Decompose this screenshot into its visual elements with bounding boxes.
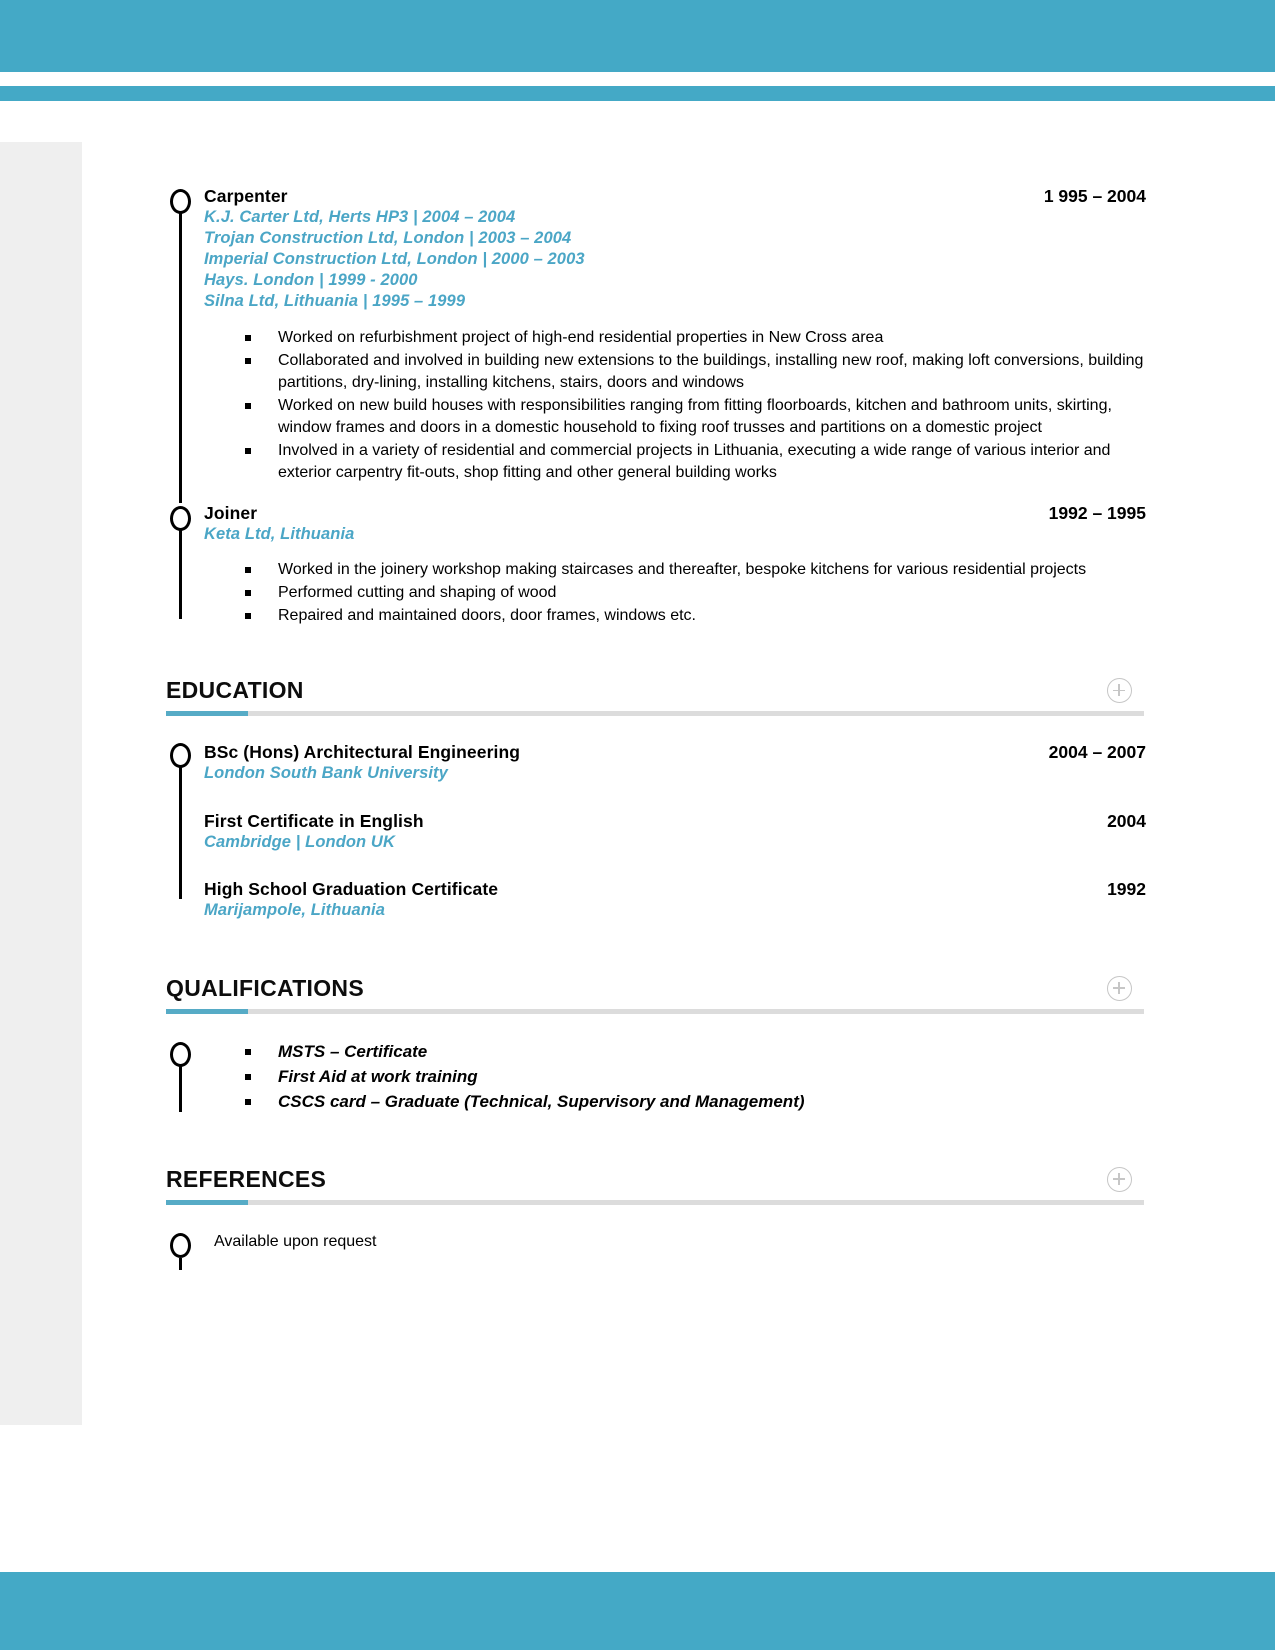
institution-name: Cambridge | London UK	[204, 832, 395, 851]
timeline-marker	[170, 743, 191, 768]
education-entry	[204, 879, 1146, 921]
section-title: REFERENCES	[166, 1166, 327, 1193]
timeline-line	[179, 523, 182, 619]
job-title: Joiner	[204, 503, 258, 524]
job-title: Carpenter	[204, 186, 288, 206]
experience-entry-joiner	[166, 503, 1146, 627]
timeline-line	[179, 1060, 182, 1112]
timeline-line	[179, 760, 182, 898]
employer-list	[204, 207, 1146, 313]
header-accent-bar-thin	[0, 86, 1275, 101]
employer-list	[204, 524, 1146, 545]
degree-date: 2004 – 2007	[1048, 742, 1146, 763]
qualification-items	[204, 1040, 1146, 1114]
timeline-line	[179, 1258, 182, 1270]
list-item: Repaired and maintained doors, door frames, windows etc.	[276, 605, 1146, 627]
job-responsibility-list	[204, 559, 1146, 627]
job-date: 1992 – 1995	[1048, 503, 1146, 524]
timeline-marker	[170, 189, 191, 214]
section-header	[166, 677, 1146, 704]
qualifications-section	[166, 975, 1146, 1114]
job-responsibility-list	[204, 327, 1146, 485]
references-section	[166, 1166, 1146, 1271]
experience-section	[166, 186, 1146, 627]
list-item: MSTS – Certificate	[276, 1040, 1146, 1064]
timeline-line	[179, 206, 182, 503]
list-item: Performed cutting and shaping of wood	[276, 582, 1146, 604]
degree-date: 2004	[1107, 810, 1146, 831]
timeline-marker	[170, 506, 191, 531]
left-sidebar-strip	[0, 142, 82, 1425]
references-body	[166, 1233, 1146, 1271]
institution-name: Marijampole, Lithuania	[204, 900, 385, 919]
section-divider	[166, 1200, 1144, 1205]
list-item: CSCS card – Graduate (Technical, Supervisory and Management)	[276, 1090, 1146, 1114]
list-item: Involved in a variety of residential and commercial projects in Lithuania, executing a wide range of various interior and exterior carpentry fit-outs, shop fitting and other general building works	[276, 440, 1146, 484]
list-item: First Aid at work training	[276, 1065, 1146, 1089]
section-title: QUALIFICATIONS	[166, 974, 364, 1001]
list-item: Worked on refurbishment project of high-end residential properties in New Cross area	[276, 327, 1146, 349]
section-header	[166, 975, 1146, 1002]
entry-header	[204, 503, 1146, 524]
employer-line: Trojan Construction Ltd, London | 2003 – 2004	[204, 229, 572, 248]
entry-header	[204, 186, 1146, 207]
degree-date: 1992	[1107, 878, 1146, 899]
entry-header	[204, 742, 1146, 763]
education-entry	[204, 811, 1146, 853]
references-text: Available upon request	[214, 1233, 377, 1251]
education-list	[166, 742, 1146, 920]
job-date: 1 995 – 2004	[1043, 186, 1146, 206]
section-header	[166, 1166, 1146, 1193]
institution-name: London South Bank University	[204, 764, 448, 783]
entry-header	[204, 811, 1146, 832]
employer-line: K.J. Carter Ltd, Herts HP3 | 2004 – 2004	[204, 208, 516, 226]
qualifications-list	[166, 1040, 1146, 1114]
experience-entry-carpenter	[166, 186, 1146, 503]
list-item: Collaborated and involved in building new extensions to the buildings, installing new roof, making loft conversions, building partitions, dry-lining, installing kitchens, stairs, doors and windows	[276, 350, 1146, 394]
plus-circle-icon[interactable]	[1107, 976, 1132, 1001]
resume-content	[166, 186, 1146, 1271]
degree-title: High School Graduation Certificate	[204, 878, 499, 899]
degree-title: BSc (Hons) Architectural Engineering	[204, 742, 521, 763]
employer-line: Silna Ltd, Lithuania | 1995 – 1999	[204, 292, 466, 311]
degree-title: First Certificate in English	[204, 810, 424, 831]
timeline-marker	[170, 1042, 191, 1067]
plus-circle-icon[interactable]	[1107, 1167, 1132, 1192]
section-title: EDUCATION	[166, 677, 304, 704]
section-divider	[166, 1009, 1144, 1014]
footer-accent-bar	[0, 1572, 1275, 1650]
list-item: Worked in the joinery workshop making staircases and thereafter, bespoke kitchens for various residential projects	[276, 559, 1146, 581]
employer-line: Hays. London | 1999 - 2000	[204, 271, 418, 290]
header-accent-bar	[0, 0, 1275, 72]
education-section	[166, 677, 1146, 920]
list-item: Worked on new build houses with responsibilities ranging from fitting floorboards, kitchen and bathroom units, skirting, window frames and doors in a domestic household to fixing roof trusses and partitions on a domestic project	[276, 395, 1146, 439]
employer-line: Keta Ltd, Lithuania	[204, 525, 355, 544]
timeline-marker	[170, 1233, 191, 1258]
education-entry	[204, 742, 1146, 784]
entry-header	[204, 879, 1146, 900]
plus-circle-icon[interactable]	[1107, 678, 1132, 703]
employer-line: Imperial Construction Ltd, London | 2000 – 2003	[204, 250, 585, 269]
section-divider	[166, 711, 1144, 716]
